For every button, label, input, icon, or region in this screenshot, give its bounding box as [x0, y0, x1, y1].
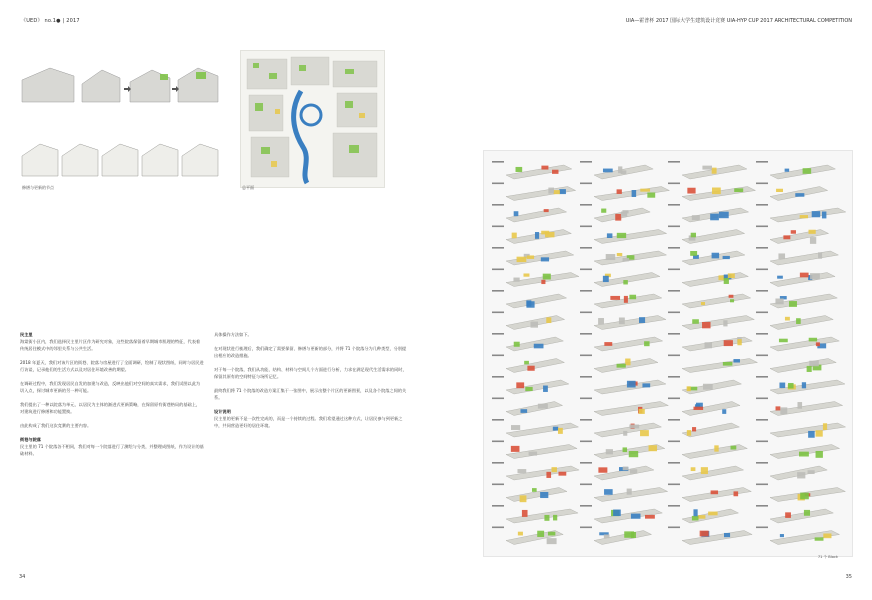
- block-drawing: [668, 226, 745, 244]
- block-drawing: [756, 484, 845, 502]
- block-drawing: [756, 183, 828, 201]
- site-plan: [240, 50, 385, 188]
- block-drawing: [580, 269, 660, 287]
- block-drawing: [492, 247, 574, 265]
- block-drawing: [668, 247, 745, 265]
- block-drawing: [668, 441, 747, 459]
- block-drawing: [580, 376, 666, 394]
- block-drawing: [668, 355, 757, 373]
- block-drawing: [492, 226, 571, 244]
- block-drawing: [492, 204, 567, 222]
- block-drawing: [580, 355, 658, 373]
- block-drawing: [668, 462, 744, 480]
- massing-diagram-row-2: [20, 136, 220, 181]
- block-drawing: [580, 204, 650, 222]
- block-drawing: [580, 398, 668, 416]
- block-drawing: [756, 376, 845, 394]
- block-drawing: [492, 183, 576, 201]
- running-header-right: UIA—霍普杯 2017 国际大学生建筑设计竞赛 UIA-HYP CUP 2017 ARCHITECTURAL COMPETITION: [625, 18, 852, 24]
- block-drawing: [580, 441, 665, 459]
- block-drawing: [756, 312, 833, 330]
- block-drawing: [492, 290, 567, 308]
- paragraph: 2018 年夏天，我们对该片区的街巷、院落与房屋进行了全面调研，绘制了现状图纸，同时与居民进行访谈，记录他们的生活方式以及对居住环境改善的期望。: [20, 360, 204, 372]
- block-drawing: [492, 376, 569, 394]
- block-drawing: [756, 355, 836, 373]
- block-drawing: [492, 419, 578, 437]
- running-header-left: 《UED》 no.1● | 2017: [21, 18, 80, 24]
- block-drawing: [756, 333, 839, 351]
- block-drawing: [668, 484, 751, 502]
- block-drawing: [668, 398, 740, 416]
- block-drawing: [492, 441, 577, 459]
- block-drawing: [492, 333, 563, 351]
- article-column-left: [20, 331, 204, 464]
- article-column-right: [214, 331, 407, 436]
- paragraph: 民主里的 71 个院落各不相同，我们对每一个院落进行了测绘与分类，并整理成图纸，作为设计的基础材料。: [20, 444, 204, 456]
- block-drawing: [668, 204, 749, 222]
- block-drawing: [756, 527, 839, 545]
- block-drawing: [668, 290, 751, 308]
- massing-diagram-row-1: [20, 58, 220, 106]
- block-drawing: [668, 333, 752, 351]
- block-drawing: [756, 226, 829, 244]
- section-heading: 设计说明: [214, 409, 231, 414]
- block-drawing: [492, 269, 579, 287]
- section-heading: 民主里: [20, 332, 33, 337]
- block-drawing: [668, 419, 739, 437]
- block-drawing: [756, 247, 838, 265]
- block-drawing: [756, 505, 833, 523]
- block-drawing: [492, 312, 565, 330]
- site-plan-drawing: [241, 51, 384, 187]
- block-drawing: [492, 462, 579, 480]
- block-drawing: [492, 484, 567, 503]
- block-drawing: [668, 376, 741, 394]
- block-drawing: [580, 226, 667, 244]
- blocks-sheet: [483, 150, 853, 557]
- block-drawing: [756, 462, 827, 480]
- block-drawing: [492, 161, 572, 179]
- paragraph: 具体操作方法如下。: [214, 332, 252, 337]
- block-drawing: [668, 505, 738, 523]
- paragraph: 对于每一个院落，我们从功能、结构、材料与空间几个方面进行分析，力求在满足现代生活需求的同时，保留其原有的空间特征与场所记忆。: [214, 367, 407, 379]
- block-drawing: [756, 269, 835, 287]
- block-drawing: [580, 505, 662, 523]
- paragraph: 我们提出了一种以院落为单元、以居民为主体的渐进式更新策略，在保留原有街巷格局的基础上，对建筑进行修缮和功能置换。: [20, 402, 201, 414]
- page-number-left: 34: [19, 574, 26, 580]
- block-drawing: [756, 161, 835, 179]
- section-heading: 街巷与院落: [20, 437, 41, 442]
- page-number-right: 35: [845, 574, 852, 580]
- block-drawing: [580, 419, 661, 437]
- block-drawing: [492, 527, 563, 545]
- blocks-grid: [484, 151, 852, 556]
- paragraph: 海棠街小区内，我们选择民主里片区作为研究对象，这些院落保留着早期城市肌理的特征，代表着传统居住模式中的邻里关系与公共生活。: [20, 339, 201, 351]
- block-drawing: [668, 269, 748, 287]
- block-drawing: [580, 312, 666, 330]
- plan-caption: 总平面: [242, 185, 254, 190]
- right-page: [436, 0, 872, 600]
- paragraph: 由此构成了我们这次竞赛的主要内容。: [20, 423, 92, 428]
- block-drawing: [668, 312, 754, 330]
- block-drawing: [492, 355, 564, 373]
- paragraph: 最终我们将 71 个院落的改造方案汇集于一张图中，展示出整个片区的更新图景，以及各个院落之间的关系。: [214, 388, 407, 400]
- paragraph: 民主里的更新不是一次性完成的，而是一个持续的过程。我们希望通过这种方式，让居民参与到更新之中，共同营造更好的居住环境。: [214, 416, 403, 428]
- block-drawing: [580, 484, 668, 502]
- block-drawing: [668, 527, 752, 545]
- block-drawing: [580, 161, 653, 179]
- block-drawing: [492, 398, 563, 416]
- block-drawing: [668, 161, 747, 179]
- block-drawing: [756, 290, 837, 308]
- block-drawing: [580, 333, 663, 351]
- block-drawing: [580, 290, 662, 308]
- block-drawing: [580, 183, 669, 201]
- paragraph: 在对现状进行梳理后，我们确定了需要保留、修缮与更新的部分，并将 71 个院落分为几种类型，分别提出相应的改造措施。: [214, 346, 407, 358]
- block-drawing: [580, 527, 651, 545]
- block-drawing: [756, 441, 840, 459]
- block-drawing: [668, 183, 755, 201]
- sheet-caption: 71 个 Block: [817, 555, 838, 559]
- block-drawing: [756, 419, 846, 438]
- block-drawing: [492, 505, 578, 523]
- paragraph: 在调研过程中，我们发现居民自发的加建与改造，反映出他们对空间的真实需求，我们试图以此为切入点，探讨城市更新的另一种可能。: [20, 381, 201, 393]
- block-drawing: [580, 462, 654, 480]
- block-drawing: [756, 204, 846, 222]
- block-drawing: [580, 247, 667, 265]
- block-drawing: [756, 398, 843, 416]
- massing-caption: 修缮与更新的节点: [22, 185, 54, 190]
